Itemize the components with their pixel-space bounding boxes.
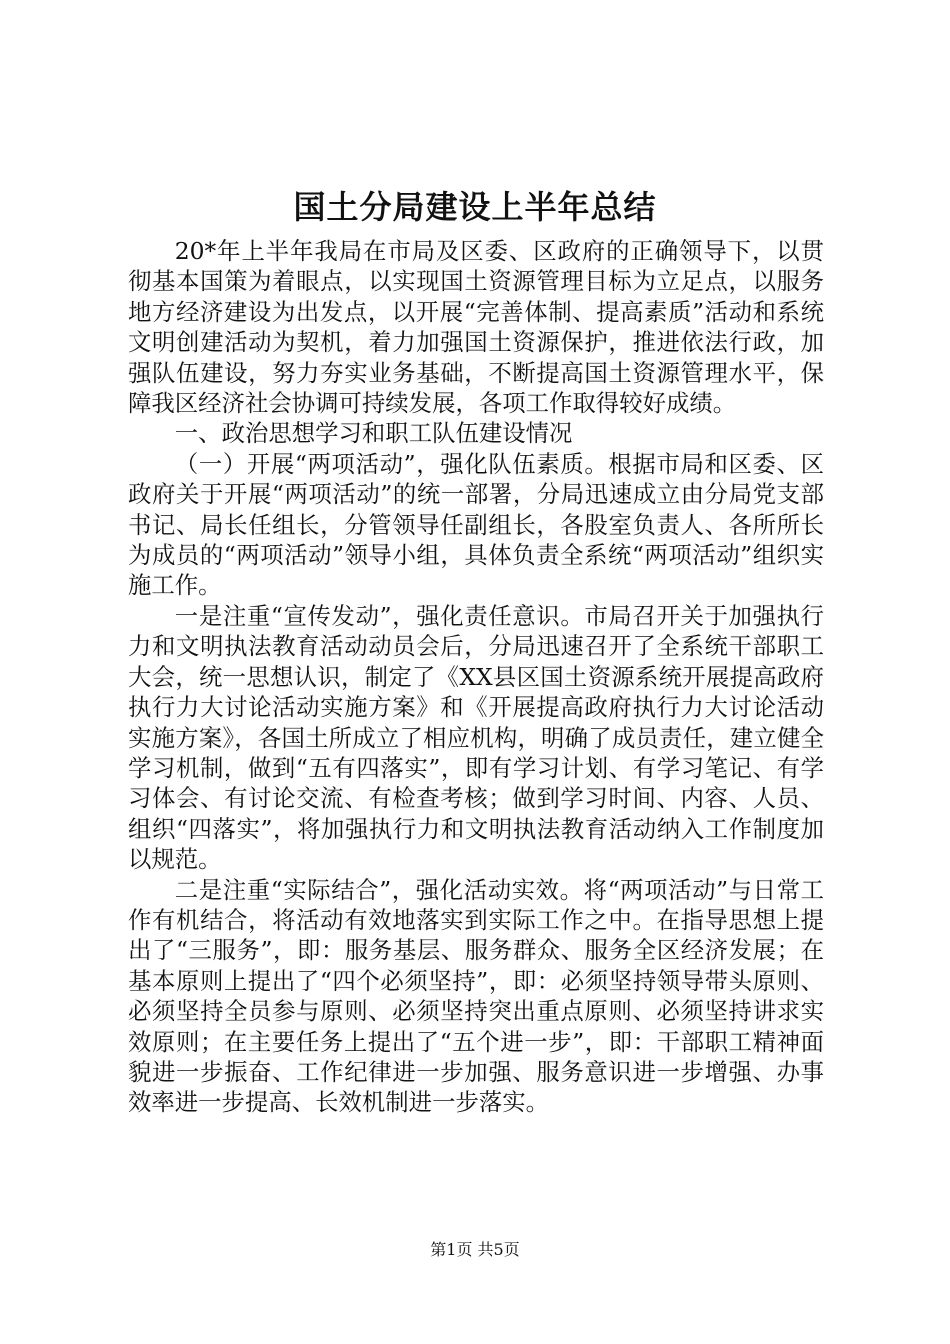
paragraph-point-2: 二是注重“实际结合”，强化活动实效。将“两项活动”与日常工作有机结合，将活动有效地落实到实际工作之中。在指导思想上提出了“三服务”，即：服务基层、服务群众、服务全区经济发展；在基本原则上提出了“四个必须坚持”，即：必须坚持领导带头原则、必须坚持全员参与原则、必须坚持突出重点原则、必须坚持讲求实效原则；在主要任务上提出了“五个进一步”，即：干部职工精神面貌进一步振奋、工作纪律进一步加强、服务意识进一步增强、办事效率进一步提高、长效机制进一步落实。 bbox=[128, 875, 824, 1117]
document-body bbox=[128, 236, 824, 1118]
paragraph-subsection-1: （一）开展“两项活动”，强化队伍素质。根据市局和区委、区政府关于开展“两项活动”的统一部署，分局迅速成立由分局党支部书记、局长任组长，分管领导任副组长，各股室负责人、各所所长为成员的“两项活动”领导小组，具体负责全系统“两项活动”组织实施工作。 bbox=[128, 449, 824, 600]
paragraph-intro: 20*年上半年我局在市局及区委、区政府的正确领导下，以贯彻基本国策为着眼点，以实现国土资源管理目标为立足点，以服务地方经济建设为出发点，以开展“完善体制、提高素质”活动和系统文明创建活动为契机，着力加强国土资源保护，推进依法行政，加强队伍建设，努力夯实业务基础，不断提高国土资源管理水平，保障我区经济社会协调可持续发展，各项工作取得较好成绩。 bbox=[128, 237, 824, 418]
page-number-footer: 第1页 共5页 bbox=[430, 1240, 520, 1259]
section-heading-1: 一、政治思想学习和职工队伍建设情况 bbox=[174, 419, 573, 448]
paragraph-point-1: 一是注重“宣传发动”，强化责任意识。市局召开关于加强执行力和文明执法教育活动动员会后，分局迅速召开了全系统干部职工大会，统一思想认识，制定了《XX县区国土资源系统开展提高政府执行力大讨论活动实施方案》和《开展提高政府执行力大讨论活动实施方案》，各国土所成立了相应机构，明确了成员责任，建立健全学习机制，做到“五有四落实”，即有学习计划、有学习笔记、有学习体会、有讨论交流、有检查考核；做到学习时间、内容、人员、组织“四落实”，将加强执行力和文明执法教育活动纳入工作制度加以规范。 bbox=[128, 601, 824, 874]
document-title: 国土分局建设上半年总结 bbox=[293, 188, 657, 226]
